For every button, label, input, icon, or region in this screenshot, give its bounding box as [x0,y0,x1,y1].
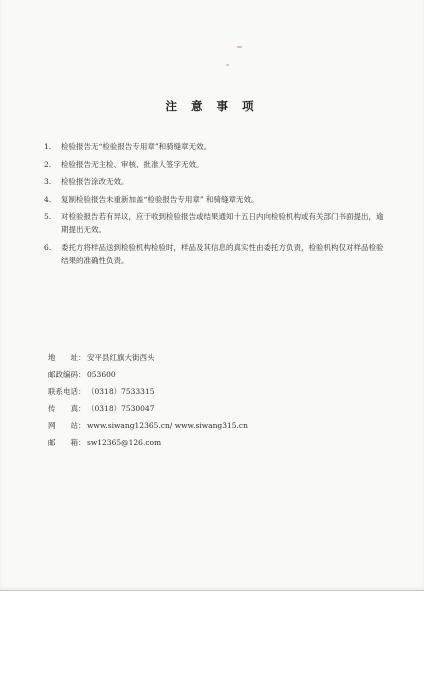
notice-number: 1. [44,142,52,151]
notice-number: 4. [44,194,52,204]
contact-value: （0318）7530047 [87,404,155,413]
notice-text: 检验报告无主检、审核、批准人签字无效。 [61,159,204,169]
contact-postcode [48,369,368,381]
notice-text: 复制检验报告未重新加盖“检验报告专用章” 和骑缝章无效。 [61,194,259,204]
notice-text: 委托方将样品送到检验机构检验时，样品及其信息的真实性由委托方负责，检验机构仅对样品检验结果的准确性负责。 [61,242,384,265]
notice-text: 检验报告无“检验报告专用章”和骑缝章无效。 [61,142,212,151]
contact-phone [48,386,368,398]
notice-item [44,241,384,267]
page-title: 注 意 事 项 [165,99,259,113]
contact-value: www.siwang12365.cn/ www.siwang315.cn [87,421,248,430]
notice-text: 检验报告涂改无效。 [61,177,129,186]
contact-address [48,352,368,364]
contact-email [48,437,368,449]
contact-value: sw12365@126.com [87,438,162,447]
notice-item [44,175,384,188]
contact-label: 网 站： [48,421,86,430]
contact-label: 地 址： [48,353,86,362]
contact-label: 邮 箱： [48,438,86,447]
contact-label: 联系电话： [48,387,86,396]
notice-list [44,140,384,271]
notice-item [44,158,384,171]
contact-website [48,420,368,432]
contact-value: （0318）7533315 [87,387,155,396]
notice-text: 对检验报告若有异议，应于收到检验报告或结果通知十五日内向检验机构或有关部门书面提出，逾期提出无效。 [61,212,384,234]
contact-value: 053600 [87,370,116,379]
notice-number: 2. [44,159,52,169]
notice-item [44,210,384,236]
contact-value: 安平县红旗大街西头 [87,353,155,362]
scan-speck [226,64,229,66]
notice-number: 3. [44,177,52,186]
contact-fax [48,403,368,415]
contact-info [48,352,368,454]
notice-number: 5. [44,212,52,221]
notice-number: 6. [44,242,52,252]
notice-item [44,193,384,206]
scan-speck [237,46,242,48]
contact-label: 传 真： [48,404,86,413]
notice-item [44,140,384,153]
contact-label: 邮政编码： [48,370,86,379]
